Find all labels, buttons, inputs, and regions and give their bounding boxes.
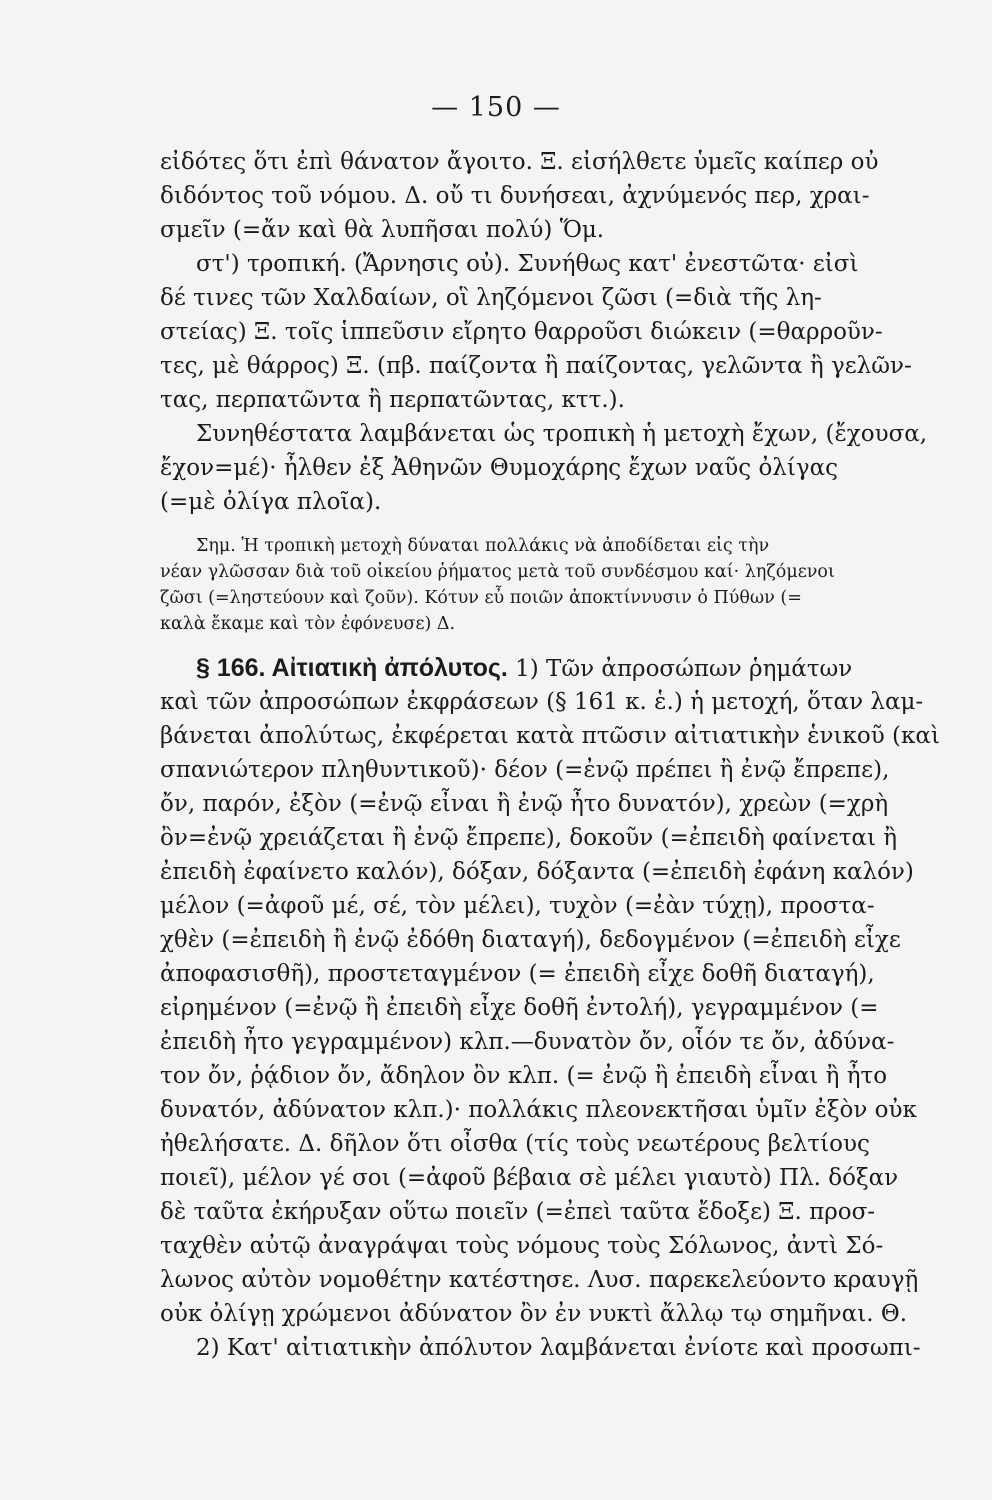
text-line: ὂν=ἐνῷ χρειάζεται ἢ ἐνῷ ἔπρεπε), δοκοῦν (=ἐπειδὴ φαίνεται ἢ [160, 825, 898, 851]
section-first-line-text: 1) Τῶν ἀπροσώπων ῥημάτων [507, 656, 853, 682]
text-line: καὶ τῶν ἀπροσώπων ἐκφράσεων (§ 161 κ. ἑ.) ἡ μετοχή, ὅταν λαμ- [160, 689, 924, 715]
text-line: τες, μὲ θάρρος) Ξ. (πβ. παίζοντα ἢ παίζοντας, γελῶντα ἢ γελῶν- [160, 353, 912, 379]
text-line: στείας) Ξ. τοῖς ἱππεῦσιν εἴρητο θαρροῦσι διώκειν (=θαρροῦν- [160, 319, 883, 345]
text-line: ἐπειδὴ ἦτο γεγραμμένον) κλπ.—δυνατὸν ὄν, οἷόν τε ὄν, ἀδύνα- [160, 1029, 895, 1055]
spacer [160, 519, 940, 533]
text-line: χθὲν (=ἐπειδὴ ἢ ἐνῷ ἐδόθη διαταγή), δεδογμένον (=ἐπειδὴ εἶχε [160, 927, 901, 953]
text-line: ποιεῖ), μέλον γέ σοι (=ἀφοῦ βέβαια σὲ μέλει γιαυτὸ) Πλ. δόξαν [160, 1165, 899, 1191]
page-body [160, 145, 940, 1365]
text-line: ἠθελήσατε. Δ. δῆλον ὅτι οἶσθα (τίς τοὺς νεωτέρους βελτίους [160, 1131, 870, 1157]
text-line: ἐπειδὴ ἐφαίνετο καλόν), δόξαν, δόξαντα (=ἐπειδὴ ἐφάνη καλόν) [160, 859, 914, 885]
text-line: δυνατόν, ἀδύνατον κλπ.)· πολλάκις πλεονεκτῆσαι ὑμῖν ἐξὸν οὐκ [160, 1097, 917, 1123]
text-line: δέ τινες τῶν Χαλδαίων, οἳ ληζόμενοι ζῶσι (=διὰ τῆς λη- [160, 285, 822, 311]
section-first-line [160, 651, 940, 685]
text-line: εἰδότες ὅτι ἐπὶ θάνατον ἄγοιτο. Ξ. εἰσήλθετε ὑμεῖς καίπερ οὐ [160, 149, 879, 175]
text-line: στ') τροπική. (Ἄρνησις οὐ). Συνήθως κατ' ἐνεστῶτα· εἰσὶ [196, 251, 859, 277]
text-line: (=μὲ ὀλίγα πλοῖα). [160, 489, 382, 515]
text-line: Συνηθέστατα λαμβάνεται ὡς τροπικὴ ἡ μετοχὴ ἔχων, (ἔχουσα, [196, 421, 928, 447]
note-line: ζῶσι (=ληστεύουν καὶ ζοῦν). Κότυν εὖ ποιῶν ἀποκτίννυσιν ὁ Πύθων (= [160, 588, 802, 608]
text-line: μέλον (=ἀφοῦ μέ, σέ, τὸν μέλει), τυχὸν (=ἐὰν τύχῃ), προστα- [160, 893, 875, 919]
text-line: τας, περπατῶντα ἢ περπατῶντας, κττ.). [160, 387, 625, 413]
text-line: δὲ ταῦτα ἐκήρυξαν οὕτω ποιεῖν (=ἐπεὶ ταῦτα ἔδοξε) Ξ. προσ- [160, 1199, 876, 1225]
spacer [160, 637, 940, 651]
text-line: εἰρημένον (=ἐνῷ ἢ ἐπειδὴ εἶχε δοθῆ ἐντολή), γεγραμμένον (= [160, 995, 879, 1021]
text-line: βάνεται ἀπολύτως, ἐκφέρεται κατὰ πτῶσιν αἰτιατικὴν ἑνικοῦ (καὶ [160, 723, 940, 749]
note-line: καλὰ ἔκαμε καὶ τὸν ἐφόνευσε) Δ. [160, 614, 456, 634]
text-line: ἀποφασισθῆ), προστεταγμένον (= ἐπειδὴ εἶχε δοθῆ διαταγή), [160, 961, 875, 987]
text-line: τον ὄν, ῥᾴδιον ὄν, ἄδηλον ὂν κλπ. (= ἐνῷ ἢ ἐπειδὴ εἶναι ἢ ἦτο [160, 1063, 888, 1089]
text-line: ὄν, παρόν, ἐξὸν (=ἐνῷ εἶναι ἢ ἐνῷ ἦτο δυνατόν), χρεὼν (=χρὴ [160, 791, 889, 817]
note-line: νέαν γλῶσσαν διὰ τοῦ οἰκείου ῥήματος μετὰ τοῦ συνδέσμου καί· ληζόμενοι [160, 562, 835, 582]
text-line: 2) Κατ' αἰτιατικὴν ἀπόλυτον λαμβάνεται ἐνίοτε καὶ προσωπι- [196, 1335, 921, 1361]
text-line: σμεῖν (=ἄν καὶ θὰ λυπῆσαι πολύ) Ὅμ. [160, 217, 605, 243]
note-line: Σημ. Ἡ τροπικὴ μετοχὴ δύναται πολλάκις νὰ ἀποδίδεται εἰς τὴν [196, 536, 770, 556]
text-line: λωνος αὐτὸν νομοθέτην κατέστησε. Λυσ. παρεκελεύοντο κραυγῇ [160, 1267, 919, 1293]
page-number: — 150 — [431, 92, 561, 123]
text-line: ταχθὲν αὐτῷ ἀναγράψαι τοὺς νόμους τοὺς Σόλωνος, ἀντὶ Σό- [160, 1233, 884, 1259]
text-line: οὐκ ὀλίγῃ χρώμενοι ἀδύνατον ὂν ἐν νυκτὶ ἄλλῳ τῳ σημῆναι. Θ. [160, 1301, 908, 1327]
text-line: διδόντος τοῦ νόμου. Δ. οὔ τι δυνήσεαι, ἀχνύμενός περ, χραι- [160, 183, 870, 209]
section-heading: § 166. Αἰτιατικὴ ἀπόλυτος. [196, 654, 508, 682]
text-line: σπανιώτερον πληθυντικοῦ)· δέον (=ἐνῷ πρέπει ἢ ἐνῷ ἔπρεπε), [160, 757, 890, 783]
text-line: ἔχον=μέ)· ἦλθεν ἐξ Ἀθηνῶν Θυμοχάρης ἔχων ναῦς ὀλίγας [160, 455, 839, 481]
